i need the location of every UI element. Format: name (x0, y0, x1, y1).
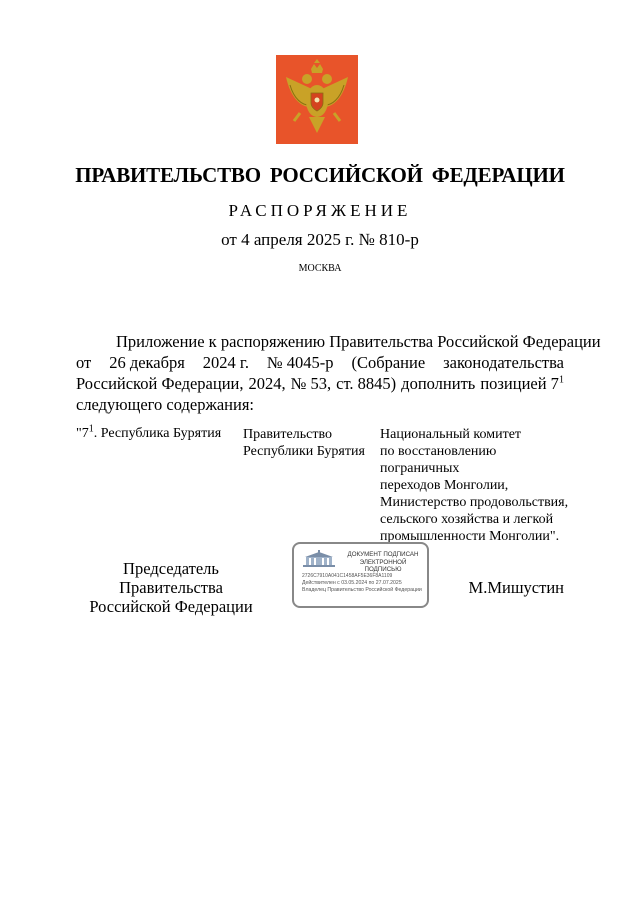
certificate-serial: 2726C7910A041C1458AF5E36F8A1109 (302, 573, 393, 579)
cell-prefix: "7 (76, 426, 89, 441)
table-cell-partner (380, 426, 570, 545)
certificate-owner: Владелец Правительство Российской Федерации (302, 587, 422, 593)
word-with-superscript (480, 373, 564, 394)
cell-line: Республики Бурятия (243, 444, 365, 459)
word: 2024, (248, 374, 286, 393)
signatory-title (76, 559, 266, 616)
cell-line: Правительство (243, 427, 332, 442)
superscript: 1 (558, 374, 564, 386)
word: (Собрание (351, 353, 426, 372)
document-type: РАСПОРЯЖЕНИЕ (228, 201, 412, 220)
government-building-icon (301, 550, 337, 568)
government-title: ПРАВИТЕЛЬСТВО РОССИЙСКОЙ ФЕДЕРАЦИИ (75, 163, 565, 187)
word: 26 декабря (109, 353, 185, 372)
cell-text: . Республика Бурятия (93, 426, 222, 441)
body-line-2 (76, 352, 564, 373)
signatory-title-line: Российской Федерации (89, 597, 253, 616)
cell-line: переходов Монголии, (380, 478, 509, 493)
word: от (76, 353, 92, 372)
stamp-heading-line: ЭЛЕКТРОННОЙ ПОДПИСЬЮ (359, 558, 407, 573)
coat-of-arms-icon (276, 55, 358, 144)
body-line-3 (76, 373, 564, 394)
word: позицией 7 (480, 374, 559, 393)
cell-line: Национальный комитет (380, 427, 522, 442)
superscript: 1 (88, 423, 94, 435)
word: дополнить (401, 374, 476, 393)
stamp-heading-line: ДОКУМЕНТ ПОДПИСАН (347, 551, 419, 558)
stamp-heading (341, 551, 425, 574)
word: законодательства (443, 353, 564, 372)
word: № 53, (290, 374, 332, 393)
word: Российской Федерации, (76, 374, 244, 393)
cell-line: по восстановлению пограничных (380, 444, 497, 476)
body-line-4: следующего содержания: (76, 395, 255, 414)
word: 2024 г. (202, 353, 249, 372)
document-date-number: от 4 апреля 2025 г. № 810-р (221, 230, 419, 249)
table-cell-authority (243, 426, 373, 460)
cell-line: промышленности Монголии". (380, 529, 560, 544)
certificate-validity: Действителен с 03.05.2024 по 27.07.2025 (302, 580, 402, 586)
electronic-signature-stamp (292, 542, 429, 608)
cell-line: сельского хозяйства и легкой (380, 512, 554, 527)
signatory-name: М.Мишустин (468, 578, 564, 597)
word: № 4045-р (266, 353, 334, 372)
word: ст. 8845) (336, 374, 397, 393)
table-cell-position (76, 423, 236, 442)
body-line-1: Приложение к распоряжению Правительства Российской Федерации (116, 332, 601, 351)
cell-line: Министерство продовольствия, (380, 495, 569, 510)
signatory-title-line: Председатель Правительства (119, 559, 223, 597)
document-city: МОСКВА (298, 263, 342, 274)
